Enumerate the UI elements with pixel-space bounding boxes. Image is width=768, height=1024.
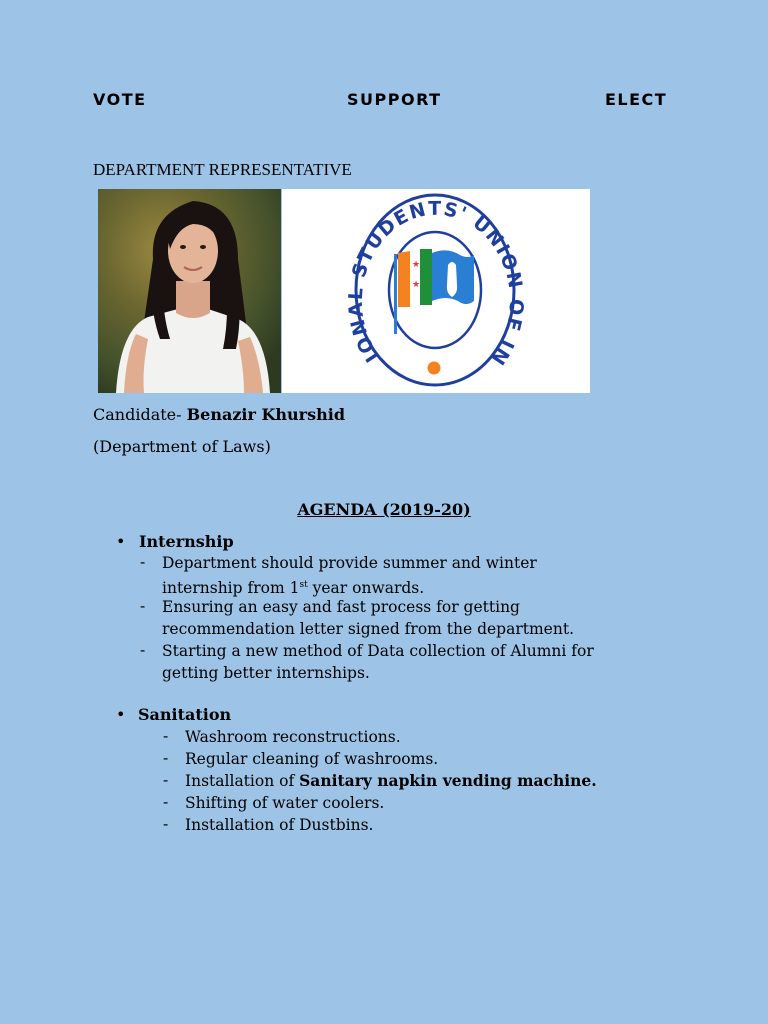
list-item: Installation of Dustbins. — [185, 816, 374, 834]
agenda-title: AGENDA (2019-20) — [297, 500, 471, 519]
candidate-prefix: Candidate- — [93, 405, 187, 424]
dash-icon: - — [140, 641, 146, 659]
list-item: Regular cleaning of washrooms. — [185, 750, 439, 768]
dash-icon: - — [163, 793, 169, 811]
dash-icon: - — [163, 771, 169, 789]
candidate-line — [93, 405, 345, 424]
nsui-logo-panel — [282, 189, 590, 393]
section-heading-internship: Internship — [139, 532, 234, 551]
star-icon: ★ — [412, 260, 421, 270]
dash-icon: - — [140, 597, 146, 615]
list-item: Installation of Sanitary napkin vending machine. — [185, 771, 597, 790]
dash-icon: - — [163, 727, 169, 745]
bullet-icon: • — [116, 705, 126, 724]
dash-icon: - — [140, 553, 146, 571]
logo-ring-text: IONAL STUDENTS' UNION OF IN — [344, 197, 528, 370]
list-item: Starting a new method of Data collection of Alumni for getting better internships. — [162, 642, 594, 682]
slogan-vote: VOTE — [93, 90, 147, 109]
dash-icon: - — [163, 749, 169, 767]
dash-icon: - — [163, 815, 169, 833]
position-title: DEPARTMENT REPRESENTATIVE — [93, 160, 352, 179]
slogan-elect: ELECT — [605, 90, 668, 109]
star-icon: ★ — [412, 280, 421, 290]
candidate-name: Benazir Khurshid — [186, 405, 345, 424]
candidate-department: (Department of Laws) — [93, 437, 271, 456]
list-item: Shifting of water coolers. — [185, 794, 385, 812]
section-heading-sanitation: Sanitation — [138, 705, 232, 724]
nsui-logo — [282, 189, 590, 393]
list-item: Department should provide summer and winter internship from 1st year onwards. — [162, 554, 537, 598]
list-item: Ensuring an easy and fast process for getting recommendation letter signed from the department. — [162, 598, 574, 638]
candidate-photo — [98, 189, 281, 393]
list-item: Washroom reconstructions. — [185, 728, 401, 746]
bullet-icon: • — [116, 532, 126, 551]
slogan-support: SUPPORT — [347, 90, 442, 109]
candidate-portrait-illustration — [98, 189, 281, 393]
